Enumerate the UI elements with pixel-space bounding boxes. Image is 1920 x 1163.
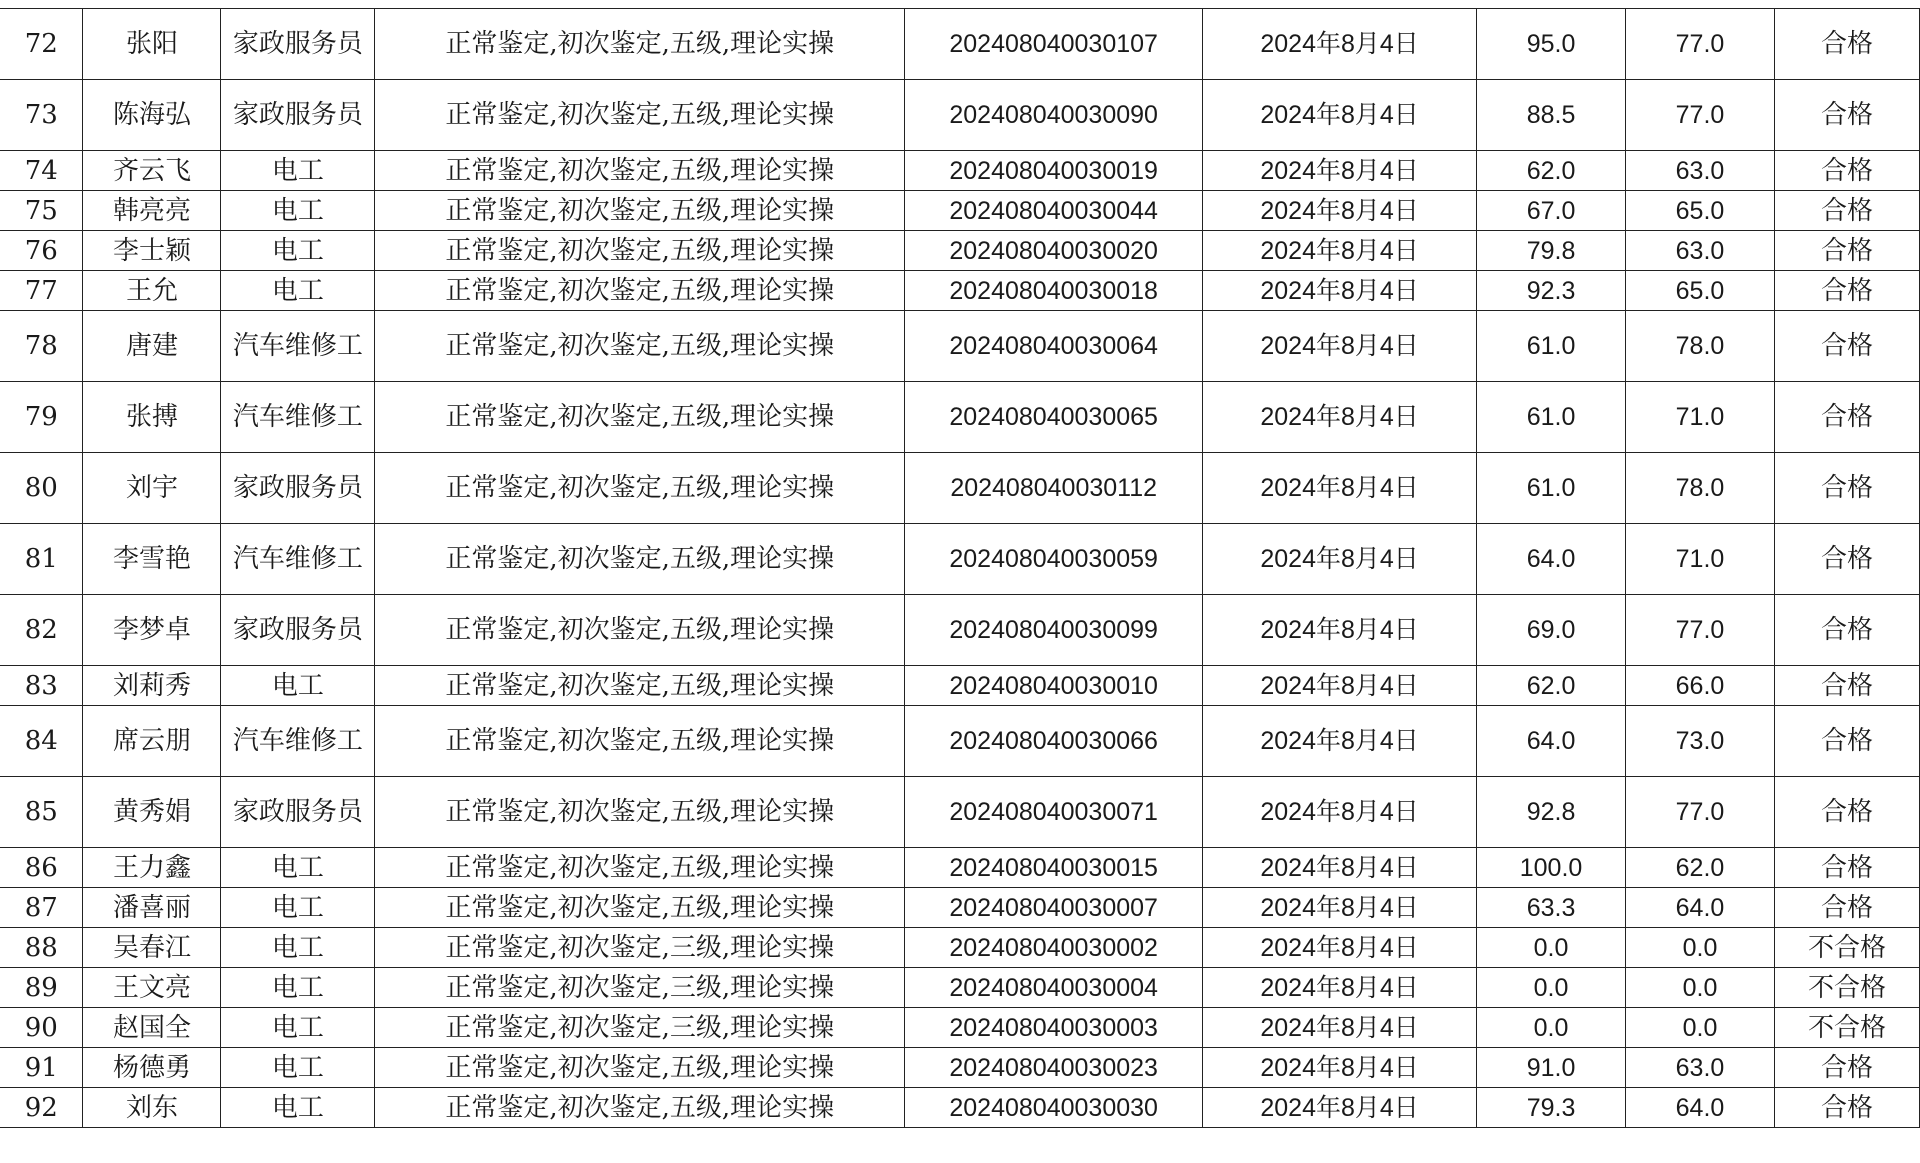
occupation-cell: 电工 — [221, 928, 375, 968]
theory-score-cell: 92.8 — [1477, 777, 1626, 848]
certificate-number-cell: 202408040030019 — [905, 151, 1203, 191]
theory-score-cell: 61.0 — [1477, 453, 1626, 524]
certificate-number-cell: 202408040030064 — [905, 311, 1203, 382]
theory-score-cell: 95.0 — [1477, 9, 1626, 80]
exam-date-cell: 2024年8月4日 — [1203, 666, 1477, 706]
practical-score-cell: 66.0 — [1626, 666, 1775, 706]
practical-score-cell: 77.0 — [1626, 80, 1775, 151]
certificate-number-cell: 202408040030099 — [905, 595, 1203, 666]
practical-score-cell: 65.0 — [1626, 191, 1775, 231]
table-row — [0, 706, 1920, 777]
appraisal-type-cell: 正常鉴定,初次鉴定,五级,理论实操 — [375, 888, 905, 928]
table-row — [0, 848, 1920, 888]
exam-date-cell: 2024年8月4日 — [1203, 968, 1477, 1008]
occupation-cell: 电工 — [221, 1048, 375, 1088]
serial-number-cell: 82 — [0, 595, 83, 666]
table-body — [0, 9, 1920, 1128]
name-cell: 杨德勇 — [83, 1048, 221, 1088]
occupation-cell: 家政服务员 — [221, 777, 375, 848]
appraisal-type-cell: 正常鉴定,初次鉴定,五级,理论实操 — [375, 191, 905, 231]
certificate-number-cell: 202408040030044 — [905, 191, 1203, 231]
practical-score-cell: 0.0 — [1626, 1008, 1775, 1048]
theory-score-cell: 0.0 — [1477, 928, 1626, 968]
occupation-cell: 家政服务员 — [221, 80, 375, 151]
occupation-cell: 电工 — [221, 271, 375, 311]
serial-number-cell: 90 — [0, 1008, 83, 1048]
table-row — [0, 1008, 1920, 1048]
practical-score-cell: 63.0 — [1626, 231, 1775, 271]
exam-date-cell: 2024年8月4日 — [1203, 80, 1477, 151]
result-cell: 合格 — [1774, 848, 1919, 888]
table-row — [0, 453, 1920, 524]
occupation-cell: 汽车维修工 — [221, 524, 375, 595]
table-row — [0, 595, 1920, 666]
result-cell: 合格 — [1774, 888, 1919, 928]
theory-score-cell: 0.0 — [1477, 1008, 1626, 1048]
occupation-cell: 电工 — [221, 666, 375, 706]
theory-score-cell: 91.0 — [1477, 1048, 1626, 1088]
appraisal-type-cell: 正常鉴定,初次鉴定,三级,理论实操 — [375, 1008, 905, 1048]
appraisal-type-cell: 正常鉴定,初次鉴定,五级,理论实操 — [375, 231, 905, 271]
appraisal-type-cell: 正常鉴定,初次鉴定,五级,理论实操 — [375, 706, 905, 777]
exam-date-cell: 2024年8月4日 — [1203, 9, 1477, 80]
table-row — [0, 311, 1920, 382]
exam-date-cell: 2024年8月4日 — [1203, 706, 1477, 777]
practical-score-cell: 73.0 — [1626, 706, 1775, 777]
occupation-cell: 汽车维修工 — [221, 706, 375, 777]
name-cell: 王力鑫 — [83, 848, 221, 888]
serial-number-cell: 79 — [0, 382, 83, 453]
name-cell: 李梦卓 — [83, 595, 221, 666]
result-cell: 合格 — [1774, 1048, 1919, 1088]
certificate-number-cell: 202408040030030 — [905, 1088, 1203, 1128]
name-cell: 陈海弘 — [83, 80, 221, 151]
certificate-number-cell: 202408040030112 — [905, 453, 1203, 524]
result-cell: 不合格 — [1774, 1008, 1919, 1048]
theory-score-cell: 79.3 — [1477, 1088, 1626, 1128]
serial-number-cell: 72 — [0, 9, 83, 80]
certificate-number-cell: 202408040030107 — [905, 9, 1203, 80]
certificate-number-cell: 202408040030002 — [905, 928, 1203, 968]
table-row — [0, 382, 1920, 453]
appraisal-type-cell: 正常鉴定,初次鉴定,五级,理论实操 — [375, 151, 905, 191]
certificate-number-cell: 202408040030018 — [905, 271, 1203, 311]
result-cell: 合格 — [1774, 191, 1919, 231]
serial-number-cell: 87 — [0, 888, 83, 928]
practical-score-cell: 78.0 — [1626, 311, 1775, 382]
occupation-cell: 家政服务员 — [221, 9, 375, 80]
result-cell: 合格 — [1774, 382, 1919, 453]
name-cell: 张阳 — [83, 9, 221, 80]
theory-score-cell: 64.0 — [1477, 706, 1626, 777]
result-cell: 合格 — [1774, 151, 1919, 191]
theory-score-cell: 62.0 — [1477, 151, 1626, 191]
exam-date-cell: 2024年8月4日 — [1203, 777, 1477, 848]
name-cell: 韩亮亮 — [83, 191, 221, 231]
name-cell: 李士颖 — [83, 231, 221, 271]
name-cell: 张搏 — [83, 382, 221, 453]
exam-date-cell: 2024年8月4日 — [1203, 453, 1477, 524]
serial-number-cell: 76 — [0, 231, 83, 271]
result-cell: 合格 — [1774, 1088, 1919, 1128]
exam-date-cell: 2024年8月4日 — [1203, 1048, 1477, 1088]
table-row — [0, 666, 1920, 706]
result-cell: 不合格 — [1774, 928, 1919, 968]
appraisal-type-cell: 正常鉴定,初次鉴定,五级,理论实操 — [375, 848, 905, 888]
theory-score-cell: 61.0 — [1477, 311, 1626, 382]
name-cell: 席云朋 — [83, 706, 221, 777]
practical-score-cell: 77.0 — [1626, 595, 1775, 666]
appraisal-type-cell: 正常鉴定,初次鉴定,五级,理论实操 — [375, 524, 905, 595]
appraisal-type-cell: 正常鉴定,初次鉴定,五级,理论实操 — [375, 453, 905, 524]
name-cell: 齐云飞 — [83, 151, 221, 191]
serial-number-cell: 81 — [0, 524, 83, 595]
name-cell: 唐建 — [83, 311, 221, 382]
theory-score-cell: 92.3 — [1477, 271, 1626, 311]
exam-date-cell: 2024年8月4日 — [1203, 1088, 1477, 1128]
serial-number-cell: 92 — [0, 1088, 83, 1128]
appraisal-type-cell: 正常鉴定,初次鉴定,五级,理论实操 — [375, 1088, 905, 1128]
certificate-number-cell: 202408040030003 — [905, 1008, 1203, 1048]
serial-number-cell: 89 — [0, 968, 83, 1008]
result-cell: 合格 — [1774, 453, 1919, 524]
appraisal-type-cell: 正常鉴定,初次鉴定,五级,理论实操 — [375, 666, 905, 706]
practical-score-cell: 63.0 — [1626, 151, 1775, 191]
exam-date-cell: 2024年8月4日 — [1203, 231, 1477, 271]
certificate-number-cell: 202408040030065 — [905, 382, 1203, 453]
occupation-cell: 家政服务员 — [221, 595, 375, 666]
occupation-cell: 电工 — [221, 1008, 375, 1048]
appraisal-type-cell: 正常鉴定,初次鉴定,五级,理论实操 — [375, 1048, 905, 1088]
name-cell: 王文亮 — [83, 968, 221, 1008]
name-cell: 潘喜丽 — [83, 888, 221, 928]
theory-score-cell: 61.0 — [1477, 382, 1626, 453]
name-cell: 赵国全 — [83, 1008, 221, 1048]
occupation-cell: 家政服务员 — [221, 453, 375, 524]
practical-score-cell: 77.0 — [1626, 777, 1775, 848]
result-cell: 合格 — [1774, 777, 1919, 848]
exam-date-cell: 2024年8月4日 — [1203, 524, 1477, 595]
serial-number-cell: 80 — [0, 453, 83, 524]
table-row — [0, 968, 1920, 1008]
exam-date-cell: 2024年8月4日 — [1203, 888, 1477, 928]
table-row — [0, 151, 1920, 191]
certificate-number-cell: 202408040030090 — [905, 80, 1203, 151]
certificate-number-cell: 202408040030059 — [905, 524, 1203, 595]
name-cell: 李雪艳 — [83, 524, 221, 595]
appraisal-type-cell: 正常鉴定,初次鉴定,三级,理论实操 — [375, 968, 905, 1008]
serial-number-cell: 75 — [0, 191, 83, 231]
serial-number-cell: 84 — [0, 706, 83, 777]
occupation-cell: 电工 — [221, 848, 375, 888]
practical-score-cell: 0.0 — [1626, 928, 1775, 968]
table-row — [0, 231, 1920, 271]
table-row — [0, 9, 1920, 80]
serial-number-cell: 91 — [0, 1048, 83, 1088]
occupation-cell: 电工 — [221, 151, 375, 191]
name-cell: 王允 — [83, 271, 221, 311]
serial-number-cell: 73 — [0, 80, 83, 151]
practical-score-cell: 0.0 — [1626, 968, 1775, 1008]
appraisal-type-cell: 正常鉴定,初次鉴定,五级,理论实操 — [375, 311, 905, 382]
certificate-number-cell: 202408040030015 — [905, 848, 1203, 888]
table-row — [0, 777, 1920, 848]
exam-date-cell: 2024年8月4日 — [1203, 928, 1477, 968]
serial-number-cell: 86 — [0, 848, 83, 888]
name-cell: 刘东 — [83, 1088, 221, 1128]
certificate-number-cell: 202408040030010 — [905, 666, 1203, 706]
serial-number-cell: 74 — [0, 151, 83, 191]
practical-score-cell: 63.0 — [1626, 1048, 1775, 1088]
name-cell: 刘宇 — [83, 453, 221, 524]
theory-score-cell: 62.0 — [1477, 666, 1626, 706]
serial-number-cell: 77 — [0, 271, 83, 311]
exam-date-cell: 2024年8月4日 — [1203, 151, 1477, 191]
occupation-cell: 汽车维修工 — [221, 311, 375, 382]
table-row — [0, 1088, 1920, 1128]
table-row — [0, 524, 1920, 595]
certificate-number-cell: 202408040030020 — [905, 231, 1203, 271]
certificate-number-cell: 202408040030066 — [905, 706, 1203, 777]
theory-score-cell: 100.0 — [1477, 848, 1626, 888]
serial-number-cell: 78 — [0, 311, 83, 382]
theory-score-cell: 69.0 — [1477, 595, 1626, 666]
certificate-number-cell: 202408040030023 — [905, 1048, 1203, 1088]
result-cell: 合格 — [1774, 80, 1919, 151]
occupation-cell: 电工 — [221, 968, 375, 1008]
practical-score-cell: 71.0 — [1626, 382, 1775, 453]
result-cell: 合格 — [1774, 231, 1919, 271]
practical-score-cell: 64.0 — [1626, 888, 1775, 928]
certificate-number-cell: 202408040030071 — [905, 777, 1203, 848]
theory-score-cell: 67.0 — [1477, 191, 1626, 231]
appraisal-type-cell: 正常鉴定,初次鉴定,五级,理论实操 — [375, 80, 905, 151]
result-cell: 合格 — [1774, 666, 1919, 706]
name-cell: 黄秀娟 — [83, 777, 221, 848]
name-cell: 刘莉秀 — [83, 666, 221, 706]
appraisal-type-cell: 正常鉴定,初次鉴定,五级,理论实操 — [375, 382, 905, 453]
serial-number-cell: 88 — [0, 928, 83, 968]
table-row — [0, 928, 1920, 968]
exam-date-cell: 2024年8月4日 — [1203, 382, 1477, 453]
occupation-cell: 电工 — [221, 231, 375, 271]
exam-date-cell: 2024年8月4日 — [1203, 311, 1477, 382]
result-cell: 合格 — [1774, 271, 1919, 311]
exam-date-cell: 2024年8月4日 — [1203, 1008, 1477, 1048]
theory-score-cell: 88.5 — [1477, 80, 1626, 151]
table-row — [0, 80, 1920, 151]
exam-date-cell: 2024年8月4日 — [1203, 848, 1477, 888]
practical-score-cell: 77.0 — [1626, 9, 1775, 80]
table-row — [0, 1048, 1920, 1088]
result-cell: 合格 — [1774, 9, 1919, 80]
result-cell: 合格 — [1774, 706, 1919, 777]
appraisal-type-cell: 正常鉴定,初次鉴定,三级,理论实操 — [375, 928, 905, 968]
exam-date-cell: 2024年8月4日 — [1203, 595, 1477, 666]
practical-score-cell: 62.0 — [1626, 848, 1775, 888]
table-row — [0, 271, 1920, 311]
practical-score-cell: 65.0 — [1626, 271, 1775, 311]
appraisal-type-cell: 正常鉴定,初次鉴定,五级,理论实操 — [375, 271, 905, 311]
practical-score-cell: 71.0 — [1626, 524, 1775, 595]
result-cell: 合格 — [1774, 311, 1919, 382]
certificate-number-cell: 202408040030004 — [905, 968, 1203, 1008]
appraisal-type-cell: 正常鉴定,初次鉴定,五级,理论实操 — [375, 595, 905, 666]
table-row — [0, 191, 1920, 231]
practical-score-cell: 78.0 — [1626, 453, 1775, 524]
appraisal-type-cell: 正常鉴定,初次鉴定,五级,理论实操 — [375, 9, 905, 80]
appraisal-type-cell: 正常鉴定,初次鉴定,五级,理论实操 — [375, 777, 905, 848]
occupation-cell: 汽车维修工 — [221, 382, 375, 453]
serial-number-cell: 85 — [0, 777, 83, 848]
occupation-cell: 电工 — [221, 1088, 375, 1128]
certificate-number-cell: 202408040030007 — [905, 888, 1203, 928]
practical-score-cell: 64.0 — [1626, 1088, 1775, 1128]
occupation-cell: 电工 — [221, 888, 375, 928]
serial-number-cell: 83 — [0, 666, 83, 706]
result-cell: 合格 — [1774, 595, 1919, 666]
result-cell: 不合格 — [1774, 968, 1919, 1008]
theory-score-cell: 63.3 — [1477, 888, 1626, 928]
exam-date-cell: 2024年8月4日 — [1203, 191, 1477, 231]
theory-score-cell: 0.0 — [1477, 968, 1626, 1008]
exam-date-cell: 2024年8月4日 — [1203, 271, 1477, 311]
table-row — [0, 888, 1920, 928]
name-cell: 吴春江 — [83, 928, 221, 968]
theory-score-cell: 64.0 — [1477, 524, 1626, 595]
theory-score-cell: 79.8 — [1477, 231, 1626, 271]
result-cell: 合格 — [1774, 524, 1919, 595]
occupation-cell: 电工 — [221, 191, 375, 231]
results-table — [0, 8, 1920, 1128]
